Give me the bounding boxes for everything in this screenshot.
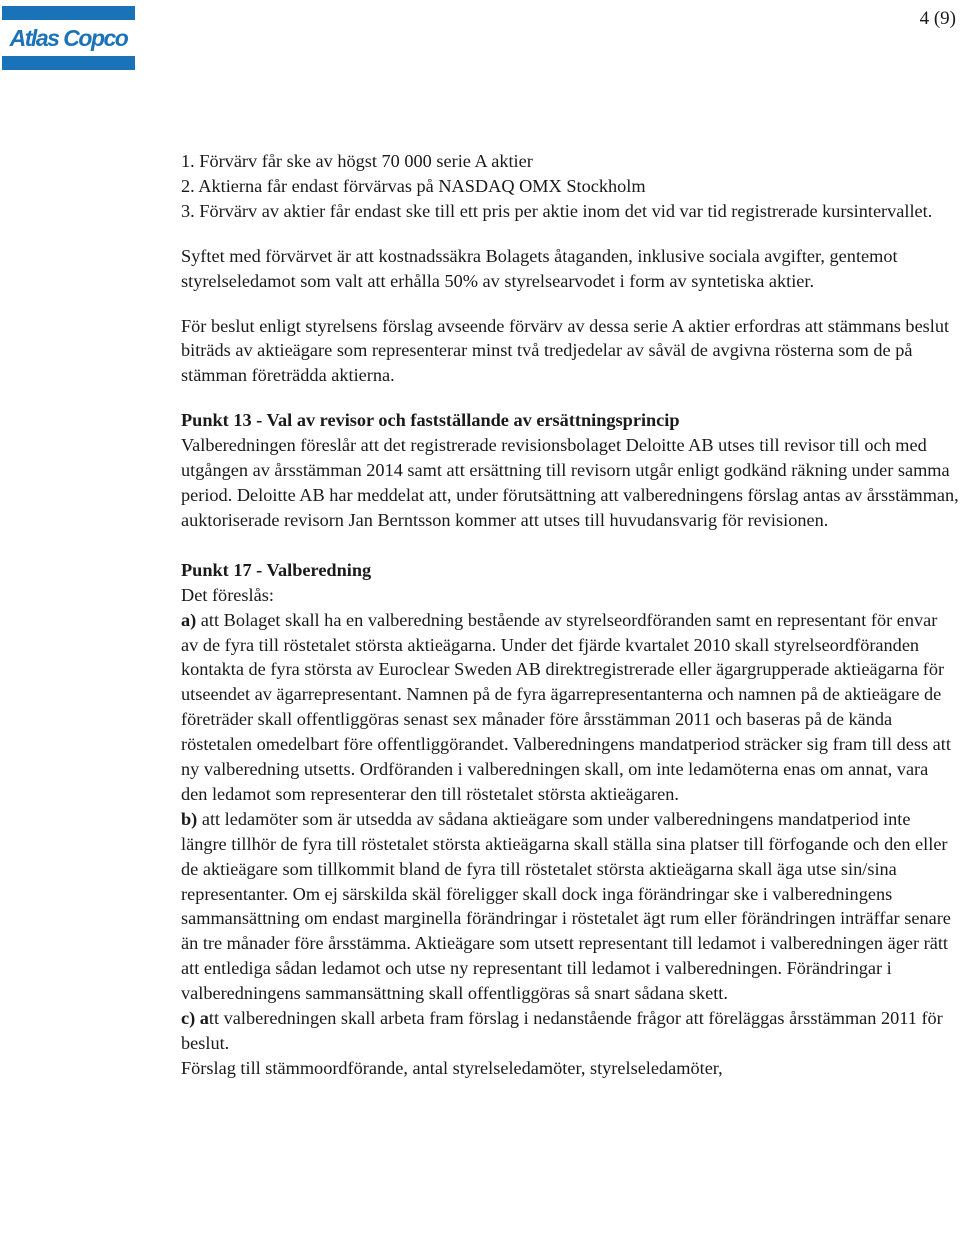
majority-paragraph: För beslut enligt styrelsens förslag avseende förvärv av dessa serie A aktier erfordras att stämmans beslut biträds av aktieägare som representerar minst två tredjedelar av såväl de avgivna rösterna som de på stämman företrädda aktierna. [181, 315, 950, 386]
item-b-label: b) [181, 808, 198, 829]
list-item: 1. Förvärv får ske av högst 70 000 serie A aktier [181, 151, 533, 171]
section-13-heading: Punkt 13 - Val av revisor och fastställande av ersättningsprincip [181, 410, 680, 431]
atlas-copco-logo [2, 6, 135, 70]
item-b-text: att ledamöter som är utsedda av sådana aktieägare som under valberedningens mandatperiod inte längre tillhör de fyra till röstetalet största aktieägarna skall ställa sina platser till förfogande och den eller de aktieägare som tillkommit bland de fyra till röstetalet största aktieägarna skall äga utse sin/sina representanter. Om ej särskilda skäl föreligger skall dock inga förändringar ske i valberedningens sammansättning om endast marginella förändringar i röstetalet ägt rum eller förändringen inträffar senare än tre månader före årsstämma. Aktieägare som utsett representant till ledamot i valberedningen äger rätt att entlediga sådan ledamot och utse ny representant till ledamot i valberedningen. Förändringar i valberedningens sammansättning skall offentliggöras så snart sådana skett. [181, 808, 951, 1004]
item-b [181, 807, 959, 1006]
item-a-text: att Bolaget skall ha en valberedning bestående av styrelseordföranden samt en representant för envar av de fyra till röstetalet största aktieägarna. Under det fjärde kvartalet 2010 skall styrelseordföranden kontakta de fyra största av Euroclear Sweden AB direktregistrerade eller ägargrupperade aktieägarna för utseendet av ägarrepresentant. Namnen på de fyra ägarrepresentanterna och namnen på de aktieägare de företräder skall offentliggöras senast sex månader före årsstämman 2011 och baseras på de kända röstetalen omedelbart före offentliggörandet. Valberedningens mandatperiod sträcker sig fram till dess att ny valberedning utsetts. Ordföranden i valberedningen skall, om inte ledamöterna enas om annat, vara den ledamot som representerar den till röstetalet största aktieägaren. [181, 609, 951, 804]
section-17-heading: Punkt 17 - Valberedning [181, 559, 372, 580]
item-c [181, 1006, 959, 1056]
item-c-label: c) a [181, 1008, 209, 1029]
logo-text: Atlas Copco [9, 24, 128, 51]
list-item: 2. Aktierna får endast förvärvas på NASDAQ OMX Stockholm [181, 175, 646, 196]
item-a-label: a) [181, 609, 197, 630]
section-17-intro: Det föreslås: [181, 584, 274, 605]
item-c-text: tt valberedningen skall arbeta fram förslag i nedanstående frågor att föreläggas årsstämman 2011 för beslut. [181, 1008, 943, 1053]
acquisition-conditions-list [181, 149, 959, 224]
proposals-line: Förslag till stämmoordförande, antal styrelseledamöter, styrelseledamöter, [181, 1057, 723, 1078]
list-item: 3. Förvärv av aktier får endast ske till ett pris per aktie inom det vid var tid registrerade kursintervallet. [181, 200, 933, 221]
document-body [181, 149, 959, 1081]
purpose-paragraph: Syftet med förvärvet är att kostnadssäkra Bolagets åtaganden, inklusive sociala avgifter, gentemot styrelseledamot som valt att erhålla 50% av styrelsearvodet i form av syntetiska aktier. [181, 245, 898, 291]
page-number: 4 (9) [919, 8, 956, 29]
item-a [181, 608, 959, 807]
section-13-body: Valberedningen föreslår att det registrerade revisionsbolaget Deloitte AB utses till revisor till och med utgången av årsstämman 2014 samt att ersättning till revisorn utgår enligt godkänd räkning under samma period. Deloitte AB har meddelat att, under förutsättning att valberedningens förslag antas av årsstämman, auktoriserade revisorn Jan Berntsson kommer att utses till huvudansvarig för revisionen. [181, 435, 959, 530]
